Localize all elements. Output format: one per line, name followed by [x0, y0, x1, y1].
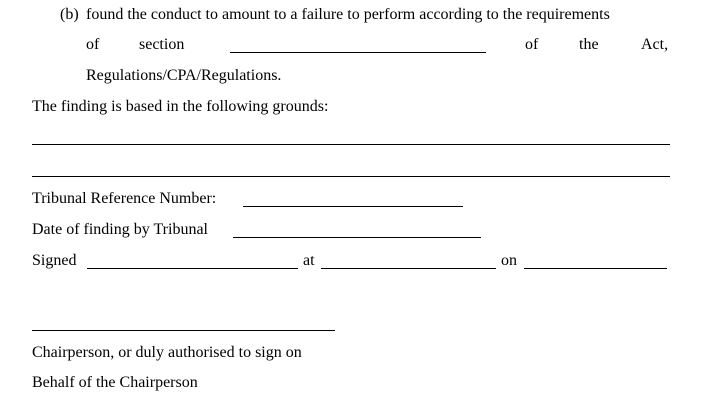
- on-label: on: [501, 252, 517, 269]
- signature-line[interactable]: [32, 330, 335, 331]
- word-of-2: of: [525, 36, 539, 53]
- section-number-blank[interactable]: [230, 52, 486, 53]
- word-act: Act,: [641, 36, 669, 53]
- tribunal-ref-blank[interactable]: [243, 206, 463, 207]
- signed-blank[interactable]: [87, 268, 298, 269]
- grounds-line-2[interactable]: [32, 176, 670, 177]
- grounds-line-1[interactable]: [32, 144, 670, 145]
- grounds-intro: The finding is based in the following grounds:: [32, 98, 329, 115]
- at-blank[interactable]: [321, 268, 496, 269]
- date-label: Date of finding by Tribunal: [32, 221, 208, 238]
- on-blank[interactable]: [524, 268, 667, 269]
- signed-label: Signed: [32, 252, 77, 269]
- word-section: section: [139, 36, 185, 53]
- signature-caption-2: Behalf of the Chairperson: [32, 374, 198, 391]
- tribunal-ref-label: Tribunal Reference Number:: [32, 190, 217, 207]
- signature-caption-1: Chairperson, or duly authorised to sign on: [32, 344, 302, 361]
- date-blank[interactable]: [233, 237, 481, 238]
- clause-line-3: Regulations/CPA/Regulations.: [86, 67, 282, 84]
- word-of: of: [86, 36, 100, 53]
- at-label: at: [303, 252, 315, 269]
- word-the: the: [579, 36, 599, 53]
- clause-marker: (b): [60, 6, 79, 23]
- clause-line-1: found the conduct to amount to a failure to perform according to the requirements: [86, 6, 610, 23]
